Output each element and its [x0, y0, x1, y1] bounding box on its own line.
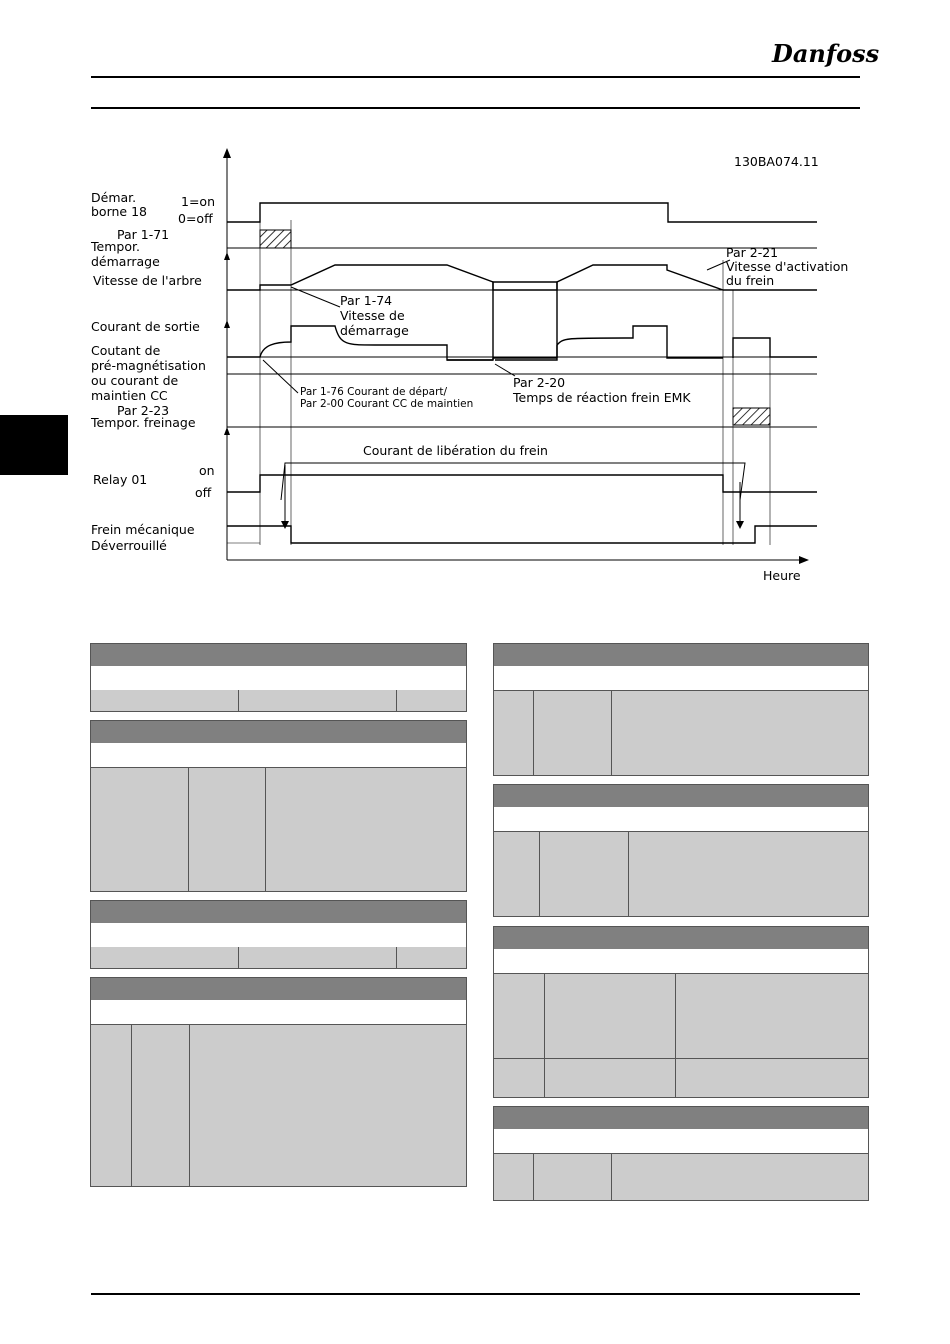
panel-header	[494, 644, 868, 666]
chapter-tab	[0, 415, 68, 475]
label-par-223: Par 2-23	[117, 403, 170, 418]
danfoss-logo	[768, 32, 880, 72]
label-brake-speed-1: Vitesse d'activation	[726, 259, 849, 274]
label-shaft-speed: Vitesse de l'arbre	[93, 273, 202, 288]
panel-body	[91, 768, 466, 891]
label-par-171: Par 1-71	[117, 227, 170, 242]
panel-header	[494, 785, 868, 807]
label-output-current: Courant de sortie	[91, 319, 200, 334]
panel-body	[91, 1025, 466, 1186]
param-panel-left-3	[90, 900, 467, 969]
panel-subheader	[494, 666, 868, 691]
panel-subheader	[91, 666, 466, 691]
label-release-current: Courant de libération du frein	[363, 443, 548, 458]
label-par-200: Par 2-00 Courant CC de maintien	[300, 398, 474, 410]
mech-brake-trace	[227, 526, 817, 543]
label-par-176: Par 1-76 Courant de départ/	[300, 386, 448, 398]
label-tempor-start-1: Tempor.	[91, 239, 140, 254]
label-premag-3: ou courant de	[91, 373, 179, 388]
panel-header	[91, 721, 466, 743]
panel-header	[91, 901, 466, 923]
label-mech-brake-2: Déverrouillé	[91, 538, 167, 553]
label-par-221: Par 2-21	[726, 245, 779, 260]
panel-subheader	[91, 1000, 466, 1025]
label-tempor-start-2: démarrage	[91, 254, 160, 269]
panel-subheader	[91, 923, 466, 948]
footer-rule	[91, 1293, 860, 1295]
label-start-1: Démar.	[91, 190, 137, 205]
figure-code: 130BA074.11	[734, 154, 819, 169]
panel-body	[494, 1154, 868, 1200]
panel-header	[494, 927, 868, 949]
relay-trace	[227, 475, 817, 492]
label-relay-off: off	[195, 485, 212, 500]
param-panel-left-4	[90, 977, 467, 1187]
panel-subheader	[91, 743, 466, 768]
param-panel-left-2	[90, 720, 467, 892]
label-relay-on: on	[199, 463, 215, 478]
label-on-1: 1=on	[181, 194, 215, 209]
label-start-speed-2: démarrage	[340, 323, 409, 338]
label-par-220: Par 2-20	[513, 375, 566, 390]
label-mech-brake-1: Frein mécanique	[91, 522, 195, 537]
label-par-174: Par 1-74	[340, 293, 393, 308]
label-emk: Temps de réaction frein EMK	[513, 390, 691, 405]
panel-subheader	[494, 949, 868, 974]
param-panel-right-1	[493, 643, 869, 776]
label-brake-speed-2: du frein	[726, 273, 775, 288]
label-start-speed-1: Vitesse de	[340, 308, 405, 323]
output-current-trace	[447, 326, 817, 360]
label-off-0: 0=off	[178, 211, 213, 226]
label-relay: Relay 01	[93, 472, 148, 487]
param-panel-right-3	[493, 926, 869, 1098]
panel-body	[91, 690, 466, 711]
header-rule-top	[91, 76, 860, 78]
param-panel-right-4	[493, 1106, 869, 1201]
panel-body	[494, 974, 868, 1097]
panel-body	[91, 947, 466, 968]
panel-subheader	[494, 807, 868, 832]
panel-subheader	[494, 1129, 868, 1154]
label-premag-2: pré-magnétisation	[91, 358, 206, 373]
param-panel-right-2	[493, 784, 869, 917]
param-panel-left-1	[90, 643, 467, 712]
logo-text: Danfoss	[772, 39, 880, 68]
label-start-2: borne 18	[91, 204, 147, 219]
brake-timing-diagram	[85, 140, 875, 600]
label-tempor-brake: Tempor. freinage	[91, 415, 196, 430]
panel-header	[91, 978, 466, 1000]
panel-header	[494, 1107, 868, 1129]
panel-body	[494, 691, 868, 775]
panel-header	[91, 644, 466, 666]
start-signal-trace	[227, 203, 817, 222]
label-premag-4: maintien CC	[91, 388, 168, 403]
label-premag-1: Coutant de	[91, 343, 161, 358]
label-time: Heure	[763, 568, 801, 583]
panel-body	[494, 832, 868, 916]
header-rule-bottom	[91, 107, 860, 109]
